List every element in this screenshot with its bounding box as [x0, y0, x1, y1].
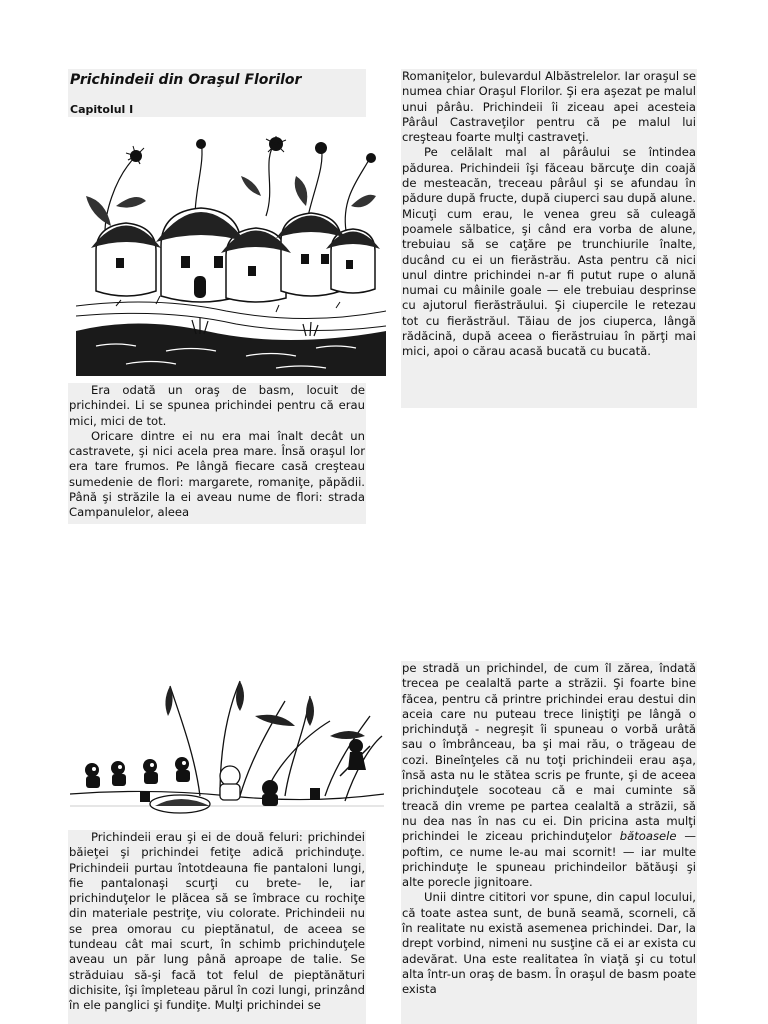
paragraph	[402, 661, 696, 890]
body-text-page1-right	[401, 69, 697, 360]
little-figures-illustration	[70, 676, 384, 824]
body-text-page2-right	[401, 661, 697, 998]
paragraph: Era odată un oraş de basm, locuit de prichindei. Li se spunea prichindei pentru că erau mici, mici de tot.	[69, 383, 365, 428]
chapter-heading: Capitolul I	[70, 103, 134, 116]
village-illustration	[76, 136, 386, 376]
left-column-body-page1	[68, 383, 366, 524]
paragraph: Pe celălalt mal al pârâului se întindea pădurea. Prichindeii îşi făceau bărcuţe din coajă de mesteacăn, treceau pârâul şi se afundau în pădure după fructe, după ciuperci sau după alune. Micuţi cum erau, le venea greu să culeagă poamele sălbatice, şi când era vorba de alune, trebuiau să se caţăre pe trunchiurile înalte, ducând cu ei un fierăstrău. Asta pentru că nici unul dintre prichindei n-ar fi putut rupe o alună numai cu mâinile goale — ele trebuiau desprinse cu ajutorul fierăstrăului. Şi ciupercile le retezau tot cu fierăstrăul. Tăiau de jos ciuperca, lângă rădăcină, după aceea o fierăstruiau în părţi mai mici, apoi o cărau acasă bucată cu bucată.	[402, 145, 696, 359]
right-column-body-page2	[401, 661, 697, 1024]
paragraph: Oricare dintre ei nu era mai înalt decât un castravete, şi nici acela prea mare. Însă oraşul lor era tare frumos. Pe lângă fiecare casă creşteau sumedenie de flori: margarete, romaniţe, păpădii. Până şi străzile la ei aveau nume de flori: strada Campanulelor, aleea	[69, 428, 365, 520]
paragraph: Unii dintre cititori vor spune, din capul locului, că toate astea sunt, de bună seamă, scorneli, că în realitate nu există asemenea prichindei. Dar, la drept vorbind, nimeni nu susţine că ei ar exista cu adevărat. Una este realitatea în viaţă şi cu totul alta într-un oraş de basm. În oraşul de basm poate exista	[402, 890, 697, 997]
left-column-body-page2	[68, 830, 366, 1024]
body-text-page1-left	[68, 383, 366, 521]
paragraph: Romaniţelor, bulevardul Albăstrelelor. Iar oraşul se numea chiar Oraşul Florilor. Şi era aşezat pe malul unui pârâu. Prichindeii îi ziceau apei acesteia Pârâul Castraveţilor pentru că pe malul lui creşteau foarte mulţi castraveţi.	[402, 69, 696, 145]
emphasized-word: bătoasele	[619, 829, 677, 844]
paragraph-text: pe stradă un prichindel, de cum îl zărea, îndată trecea pe cealaltă parte a străzii. Şi foarte bine făcea, pentru că printre prichindei erau destui din aceia care nu puteau trece liniştiţi pe lângă o prichinduţă - negreşit îi spuneau o vorbă urâtă sau o îmbrânceau, ba şi mai rău, o trăgeau de cozi. Bineînţeles că nu toţi prichindeii erau aşa, însă asta nu le stătea scris pe frunte, şi de aceea prichinduţele socoteau că e mai cuminte să treacă din vreme pe partea cealaltă a străzii, să nu dea nas în nas cu ei. Din pricina asta mulţi prichindei le ziceau prichinduţelor	[402, 661, 696, 844]
left-column-header	[68, 69, 366, 117]
body-text-page2-left	[68, 830, 366, 1014]
paragraph-text: — poftim, ce nume le-au mai scornit! — iar multe prichinduţe le spuneau prichindeilor bătăuşi şi alte porecle jignitoare.	[402, 829, 696, 890]
page-title: Prichindeii din Oraşul Florilor	[70, 72, 302, 88]
paragraph: Prichindeii erau şi ei de două feluri: prichindei băieţei şi prichindei fetiţe adică prichinduţe. Prichindeii purtau întotdeauna fie pantaloni lungi, fie pantalonaşi scurţi cu brete- le, iar prichinduţelor le plăcea să se îmbrace cu rochiţe din materiale pestriţe, viu colorate. Prichindeii nu se prea omorau cu pieptănatul, de aceea se tundeau cât mai scurt, în schimb prichinduţele aveau un păr lung până aproape de talie. Se străduiau să-şi facă tot felul de pieptănături dichisite, îşi împleteau părul în cozi lungi, prinzând în ele panglici şi fundiţe. Mulţi prichindei se	[69, 830, 365, 1013]
right-column-body-page1	[401, 69, 697, 408]
